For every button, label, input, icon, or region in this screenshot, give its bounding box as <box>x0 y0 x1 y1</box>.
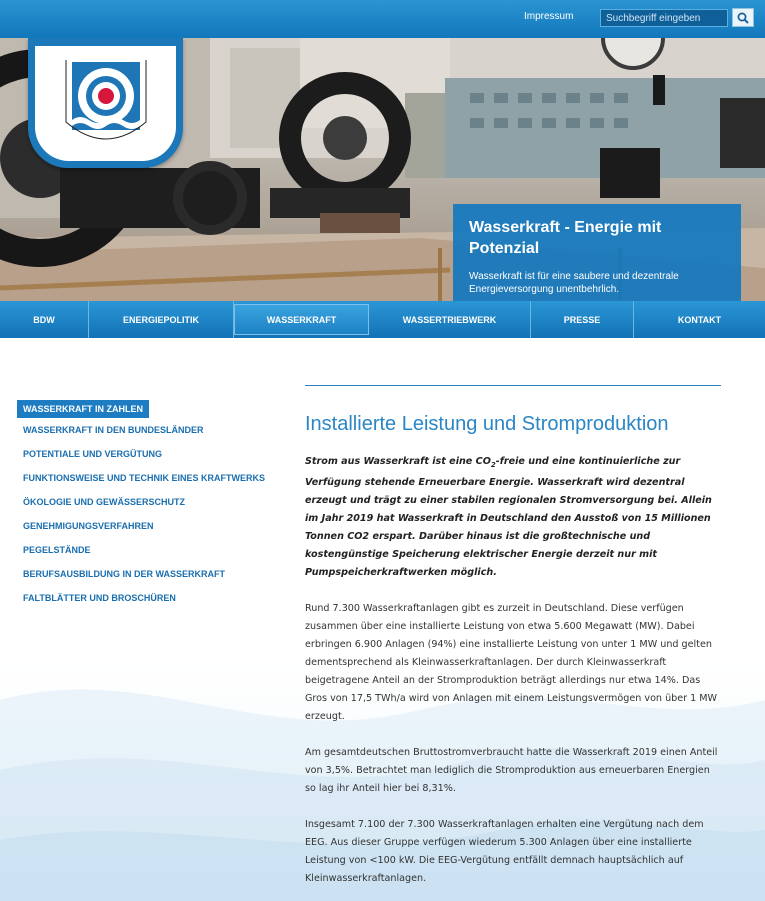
nav-item-bdw[interactable]: BDW <box>0 301 89 338</box>
lead-paragraph <box>305 453 721 582</box>
hero-text: Wasserkraft ist für eine saubere und dezentrale Energieversorgung unentbehrlich. <box>469 271 679 295</box>
body-paragraph: Insgesamt 7.100 der 7.300 Wasserkraftanlagen erhalten eine Vergütung nach dem EEG. Aus dieser Gruppe verfügen wiederum 5.300 Anlagen über eine installierte Leistung von <100 kW. Die EEG-Vergütung entfällt demnach hauptsächlich auf Kleinwasserkraftanlagen. <box>305 818 704 884</box>
body-paragraph: Rund 7.300 Wasserkraftanlagen gibt es zurzeit in Deutschland. Diese verfügen zusammen über eine installierte Leistung von etwa 5.600 Megawatt (MW). Dabei erbringen 6.900 Anlagen (94%) eine installierte Leistung von unter 1 MW und gelten dementsprechend als Kleinwasserkraftanlagen. Der durch Kleinwasserkraft beigetragene Anteil an der Stromproduktion beträgt allerdings nur etwa 14%. Das Gros von 17,5 TWh/a wird von Anlagen mit einem Leistungsvermögen von über 1 MW erzeugt. <box>305 602 718 722</box>
nav-item-presse[interactable]: PRESSE <box>531 301 634 338</box>
body-paragraph: Am gesamtdeutschen Bruttostromverbraucht hatte die Wasserkraft 2019 einen Anteil von 3,5%. Betrachtet man lediglich die Stromproduktion aus erneuerbaren Energien so lag ihr Anteil hier bei 8,31%. <box>305 746 718 794</box>
impressum-link[interactable]: Impressum <box>524 11 574 22</box>
sidebar-item-funktionsweise[interactable]: FUNKTIONSWEISE UND TECHNIK EINES KRAFTWERKS <box>23 473 266 483</box>
search-button[interactable] <box>732 8 754 27</box>
page-title: Installierte Leistung und Stromproduktion <box>305 413 669 435</box>
search-icon <box>737 12 749 24</box>
sidebar-item-genehmigung[interactable]: GENEHMIGUNGSVERFAHREN <box>23 521 154 531</box>
nav-item-wassertriebwerk[interactable]: WASSERTRIEBWERK <box>369 301 531 338</box>
bdw-logo-icon <box>52 50 160 158</box>
sidebar-item-wasserkraft-in-zahlen[interactable]: WASSERKRAFT IN ZAHLEN <box>17 400 149 418</box>
logo-badge[interactable] <box>28 38 183 168</box>
sidebar-item-faltblaetter[interactable]: FALTBLÄTTER UND BROSCHÜREN <box>23 593 176 603</box>
top-bar <box>0 0 765 38</box>
lead-text-part2: -freie und eine kontinuierliche zur Verfügung stehende Erneuerbare Energie. Wasserkraft wird dezentral erzeugt und trägt zu einer stabilen regionalen Stromversorgung bei. Allein im Jahr 2019 hat Wasserkraft in Deutschland den Ausstoß von 15 Millionen Tonnen CO2 erspart. Darüber hinaus ist die großtechnische und kostengünstige Speicherung elektrischer Energie derzeit nur mit Pumpspeicherkraftwerken möglich. <box>305 456 712 578</box>
sidebar-nav <box>17 397 287 607</box>
sidebar-item-berufsausbildung[interactable]: BERUFSAUSBILDUNG IN DER WASSERKRAFT <box>23 569 226 579</box>
nav-item-kontakt[interactable]: KONTAKT <box>677 314 722 325</box>
logo[interactable] <box>35 46 176 161</box>
hero-teaser-box <box>453 204 741 301</box>
content-divider <box>305 385 721 386</box>
nav-item-wasserkraft[interactable]: WASSERKRAFT <box>234 304 369 335</box>
sidebar-item-pegelstaende[interactable]: PEGELSTÄNDE <box>23 545 91 555</box>
sidebar-item-bundeslaender[interactable]: WASSERKRAFT IN DEN BUNDESLÄNDER <box>23 425 204 435</box>
sidebar-item-potentiale[interactable]: POTENTIALE UND VERGÜTUNG <box>23 449 163 459</box>
nav-item-energiepolitik[interactable]: ENERGIEPOLITIK <box>89 301 234 338</box>
hero-title: Wasserkraft - Energie mit Potenzial <box>469 219 662 257</box>
search-input[interactable] <box>600 9 728 27</box>
main-content <box>305 385 721 888</box>
sidebar-item-oekologie[interactable]: ÖKOLOGIE UND GEWÄSSERSCHUTZ <box>23 497 186 507</box>
main-nav <box>0 301 765 338</box>
lead-subscript: 2 <box>490 460 496 469</box>
hero-banner <box>0 38 765 301</box>
lead-text-part1: Strom aus Wasserkraft ist eine CO <box>305 456 491 467</box>
